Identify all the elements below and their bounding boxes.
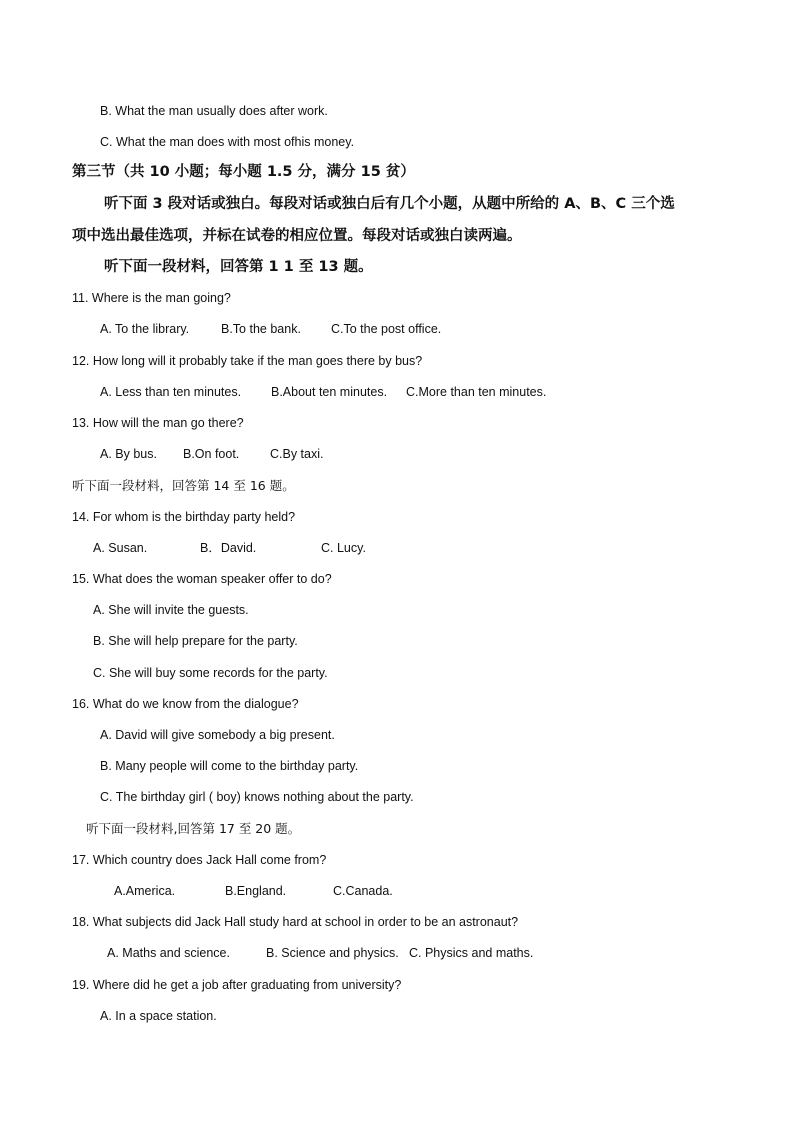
option-b: B．David. bbox=[200, 541, 257, 555]
question-13-options bbox=[100, 446, 324, 462]
question-17-options bbox=[114, 883, 393, 899]
passage-heading-3: 听下面一段材料,回答第 17 至 20 题。 bbox=[86, 821, 301, 836]
option-b: B.About ten minutes. bbox=[271, 385, 388, 399]
section-instructions-line-2: 项中选出最佳选项，并标在试卷的相应位置。每段对话或独白读两遍。 bbox=[72, 228, 522, 244]
question-15-option-a: A. She will invite the guests. bbox=[93, 603, 249, 617]
question-19-option-a: A. In a space station. bbox=[100, 1009, 217, 1023]
question-16-option-a: A. David will give somebody a big present. bbox=[100, 728, 335, 742]
passage-heading-1: 听下面一段材料，回答第 1 1 至 13 题。 bbox=[104, 259, 373, 275]
option-b: B.To the bank. bbox=[221, 322, 301, 336]
option-a: A. By bus. bbox=[100, 447, 157, 461]
option-c: C. Lucy. bbox=[321, 541, 366, 555]
question-11-stem: 11. Where is the man going? bbox=[72, 291, 231, 305]
option-a: A. Maths and science. bbox=[107, 946, 230, 960]
question-16-option-b: B. Many people will come to the birthday party. bbox=[100, 759, 359, 773]
prev-option-b: B. What the man usually does after work. bbox=[100, 104, 328, 118]
question-18-options bbox=[107, 945, 533, 961]
section-instructions-line-1: 听下面 3 段对话或独白。每段对话或独白后有几个小题，从题中所给的 A、B、C 三个选 bbox=[104, 196, 675, 212]
question-15-option-c: C. She will buy some records for the party. bbox=[93, 666, 328, 680]
question-11-options bbox=[100, 321, 441, 337]
question-15-stem: 15. What does the woman speaker offer to do? bbox=[72, 572, 332, 586]
option-b: B.England. bbox=[225, 884, 287, 898]
question-16-option-c: C. The birthday girl ( boy) knows nothing about the party. bbox=[100, 790, 414, 804]
option-c: C.Canada. bbox=[333, 884, 393, 898]
option-a: A. Susan. bbox=[93, 541, 148, 555]
option-a: A. To the library. bbox=[100, 322, 190, 336]
option-a: A. Less than ten minutes. bbox=[100, 385, 242, 399]
option-c: C.By taxi. bbox=[270, 447, 324, 461]
passage-heading-2: 听下面一段材料，回答第 14 至 16 题。 bbox=[72, 478, 295, 493]
prev-option-c: C. What the man does with most ofhis money. bbox=[100, 135, 355, 149]
question-14-stem: 14. For whom is the birthday party held? bbox=[72, 510, 296, 524]
question-14-options bbox=[93, 540, 366, 556]
option-c: C.More than ten minutes. bbox=[406, 385, 547, 399]
question-15-option-b: B. She will help prepare for the party. bbox=[93, 634, 298, 648]
option-b: B.On foot. bbox=[183, 447, 240, 461]
question-12-stem: 12. How long will it probably take if the man goes there by bus? bbox=[72, 354, 423, 368]
question-19-stem: 19. Where did he get a job after graduating from university? bbox=[72, 978, 402, 992]
question-12-options bbox=[100, 384, 546, 400]
question-18-stem: 18. What subjects did Jack Hall study hard at school in order to be an astronaut? bbox=[72, 915, 519, 929]
question-17-stem: 17. Which country does Jack Hall come from? bbox=[72, 853, 327, 867]
option-b: B. Science and physics. bbox=[266, 946, 399, 960]
section-title: 第三节（共 10 小题；每小题 1.5 分，满分 15 贫） bbox=[72, 164, 415, 180]
question-13-stem: 13. How will the man go there? bbox=[72, 416, 244, 430]
option-c: C. Physics and maths. bbox=[409, 946, 534, 960]
option-c: C.To the post office. bbox=[331, 322, 442, 336]
option-a: A.America. bbox=[114, 884, 176, 898]
question-16-stem: 16. What do we know from the dialogue? bbox=[72, 697, 299, 711]
